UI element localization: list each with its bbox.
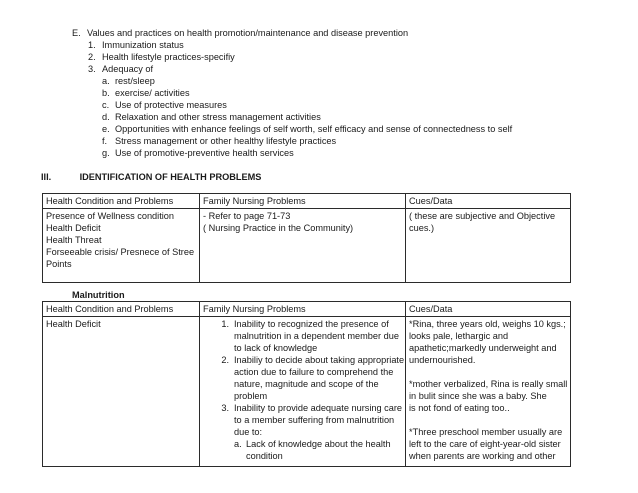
list-subitem [72,111,512,123]
list-subitem [72,99,512,111]
list-subitem [72,123,512,135]
cell-line: to a member suffering from malnutrition [234,415,395,425]
nursing-problems-cell [200,317,406,467]
list-label: 3. [221,403,229,413]
list-text [234,354,404,402]
cues-cell [406,209,571,283]
section-e-heading [72,27,512,39]
table-header-row [43,302,571,317]
cell-line: undernourished. [409,355,476,365]
list-text [246,438,391,462]
list-text: Health lifestyle practices-specifiy [102,52,235,62]
section-title: IDENTIFICATION OF HEALTH PROBLEMS [79,172,262,182]
cell-line: Inability to recognized the presence of [234,319,389,329]
cell-line: in bulit since she was a baby. She [409,391,547,401]
cell-line: looks pale, lethargic and [409,331,509,341]
cell-line: *Three preschool member usually are [409,427,563,437]
section-iii-heading [41,171,261,183]
cell-line: Inability to provide adequate nursing care [234,403,403,413]
list-label: g. [102,148,110,158]
list-text: Immunization status [102,40,184,50]
cell-line: due to: [234,427,263,437]
list-subitem [72,75,512,87]
table-row [43,209,571,283]
cue-block [409,318,567,366]
list-label: a. [102,76,110,86]
list-label: a. [234,439,242,449]
list-label: 3. [88,64,96,74]
cues-cell [406,317,571,467]
nursing-problems-cell [200,209,406,283]
condition-cell [43,317,200,467]
cell-line: Presence of Wellness condition [46,211,175,221]
cell-line: malnutrition in a dependent member due [234,331,399,341]
cell-line: condition [246,451,283,461]
list-subitem [72,135,512,147]
cell-line: ( these are subjective and Objective [409,211,556,221]
cell-line: *Rina, three years old, weighs 10 kgs.; [409,319,566,329]
cue-block [409,426,567,462]
cell-line: when parents are working and other [409,451,556,461]
cell-line: Inabiliy to decide about taking appropriate [234,355,405,365]
cell-line: is not fond of eating too.. [409,403,510,413]
column-header: Health Condition and Problems [43,302,200,317]
cell-line: ( Nursing Practice in the Community) [203,223,354,233]
column-header: Family Nursing Problems [200,194,406,209]
section-number: III. [41,172,52,182]
list-item [72,39,512,51]
list-item [72,51,512,63]
health-problems-table [42,193,571,283]
list-text: Opportunities with enhance feelings of self worth, self efficacy and sense of connectedness to self [115,124,513,134]
cell-line: Health Deficit [46,319,101,329]
cell-line: left to the care of eight-year-old sister [409,439,561,449]
list-text [234,402,402,438]
condition-cell [43,209,200,283]
list-text: exercise/ activities [115,88,190,98]
malnutrition-heading: Malnutrition [72,290,125,300]
list-text: Use of protective measures [115,100,227,110]
column-header: Family Nursing Problems [200,302,406,317]
list-subitem [72,147,512,159]
cell-line: - Refer to page 71-73 [203,211,291,221]
list-text: Use of promotive-preventive health services [115,148,294,158]
column-header: Health Condition and Problems [43,194,200,209]
list-text: rest/sleep [115,76,155,86]
list-label: f. [102,136,108,146]
cell-line: Health Threat [46,235,102,245]
list-label: 2. [88,52,96,62]
cell-line: action due to failure to comprehend the [234,367,394,377]
list-label: d. [102,112,110,122]
cell-line: apathetic;markedly underweight and [409,343,557,353]
sub-list-item [203,438,402,462]
malnutrition-table [42,301,571,467]
column-header: Cues/Data [406,302,571,317]
cell-line: Forseeable crisis/ Presnece of Stree [46,247,195,257]
list-item [203,402,402,438]
nursing-problems-list [203,318,405,438]
list-text: Stress management or other healthy lifestyle practices [115,136,337,146]
list-label: e. [102,124,110,134]
list-label: E. [72,28,81,38]
list-item [72,63,512,75]
list-label: 1. [221,319,229,329]
cell-line: problem [234,391,268,401]
list-text: Values and practices on health promotion/maintenance and disease prevention [87,28,409,38]
section-e-list [72,27,512,159]
list-item [203,318,402,354]
cell-line: *mother verbalized, Rina is really small [409,379,568,389]
list-label: 1. [88,40,96,50]
cell-line: Health Deficit [46,223,101,233]
cell-line: to lack of knowledge [234,343,318,353]
cue-block [409,378,567,414]
list-text: Relaxation and other stress management activities [115,112,321,122]
table-row [43,317,571,467]
cell-line: cues.) [409,223,435,233]
list-subitem [72,87,512,99]
list-item [203,354,405,402]
column-header: Cues/Data [406,194,571,209]
cell-line: nature, magnitude and scope of the [234,379,379,389]
list-label: c. [102,100,110,110]
cell-line: Lack of knowledge about the health [246,439,391,449]
table-header-row [43,194,571,209]
list-text: Adequacy of [102,64,154,74]
list-label: b. [102,88,110,98]
list-text [234,318,402,354]
list-label: 2. [221,355,229,365]
cell-line: Points [46,259,72,269]
